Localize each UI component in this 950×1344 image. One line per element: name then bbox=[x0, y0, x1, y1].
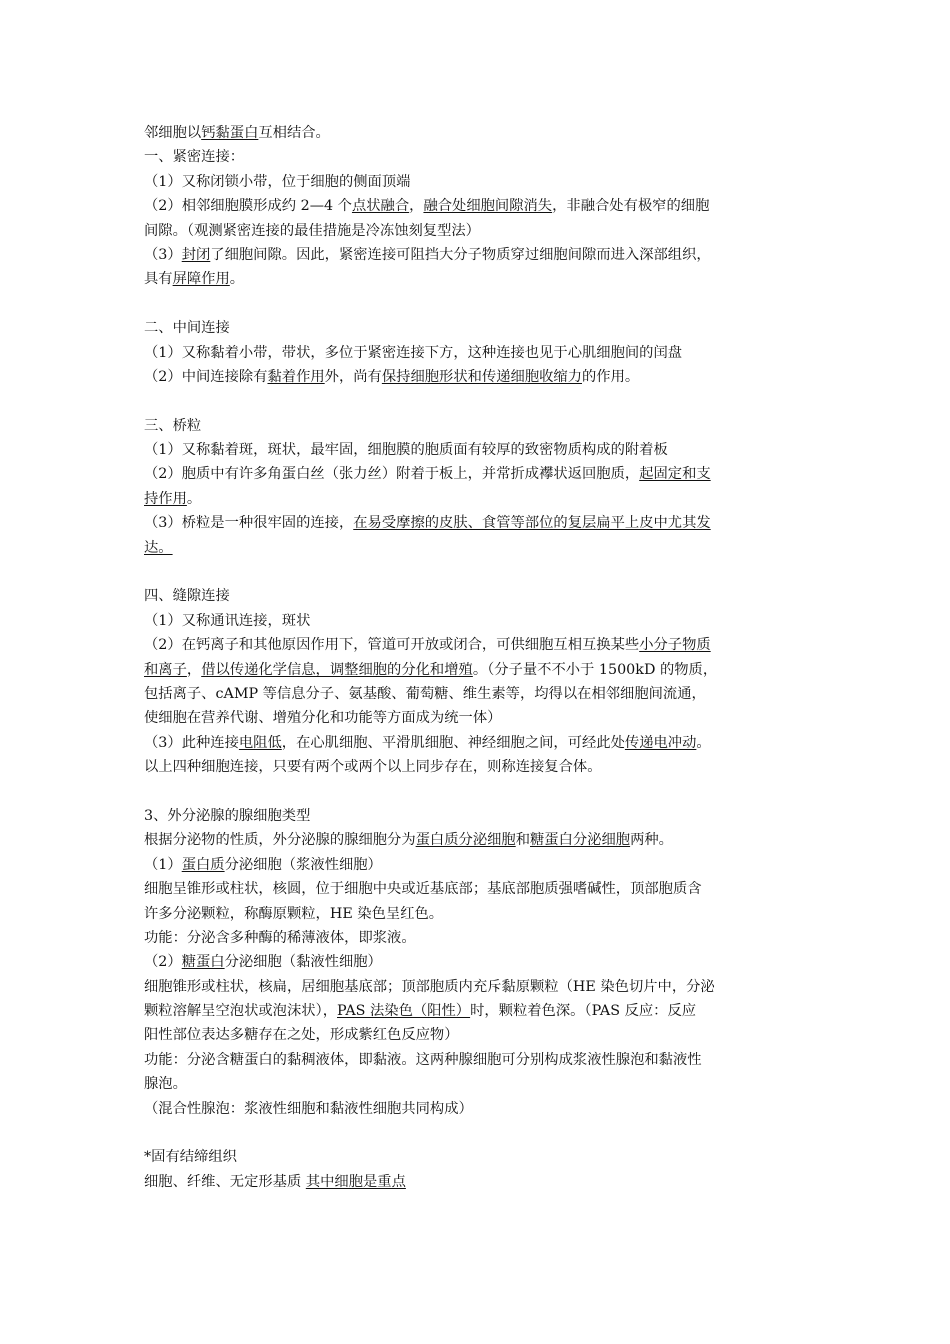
text-run: （1）又称黏着小带，带状，多位于紧密连接下方，这种连接也见于心肌细胞间的闰盘 bbox=[144, 344, 683, 361]
text-run: 具有 bbox=[144, 271, 173, 288]
text-run: 了细胞间隙。因此，紧密连接可阻挡大分子物质穿过细胞间隙而进入深部组织， bbox=[210, 246, 711, 263]
text-line bbox=[144, 706, 824, 730]
text-run: ， bbox=[409, 198, 424, 215]
text-run: 根据分泌物的性质，外分泌腺的腺细胞分为 bbox=[144, 832, 416, 849]
text-run: （2）在钙离子和其他原因作用下，管道可开放或闭合，可供细胞互相互换某些 bbox=[144, 637, 640, 654]
text-run: 使细胞在营养代谢、增殖分化和功能等方面成为统一体） bbox=[144, 710, 502, 727]
underlined-term: 和离子 bbox=[144, 661, 187, 678]
text-line bbox=[144, 1072, 824, 1096]
underlined-term: 糖蛋白 bbox=[181, 954, 225, 971]
text-run: ， bbox=[186, 661, 202, 678]
underlined-term: 钙黏蛋白 bbox=[201, 125, 259, 141]
text-run: 外，尚有 bbox=[324, 368, 382, 385]
text-line bbox=[144, 853, 824, 877]
text-run: 细胞呈锥形或柱状，核圆，位于细胞中央或近基底部；基底部胞质强嗜碱性，顶部胞质含 bbox=[144, 881, 702, 898]
text-run: 阳性部位表达多糖存在之处，形成紫红色反应物） bbox=[144, 1027, 459, 1044]
text-run: （2）胞质中有许多角蛋白丝（张力丝）附着于板上，并常折成襻状返回胞质， bbox=[144, 466, 640, 483]
text-line bbox=[144, 584, 824, 608]
text-line bbox=[144, 828, 824, 852]
text-run: *固有结缔组织 bbox=[144, 1149, 237, 1166]
text-line bbox=[144, 999, 824, 1023]
text-line bbox=[144, 365, 824, 389]
text-run: （3）桥粒是一种很牢固的连接， bbox=[144, 515, 354, 532]
text-run: （1）又称通讯连接，斑状 bbox=[144, 612, 311, 629]
text-line bbox=[144, 1023, 824, 1047]
text-run: ，在心肌细胞、平滑肌细胞、神经细胞之间，可经此处 bbox=[281, 734, 625, 751]
text-line bbox=[144, 462, 824, 486]
text-run: 许多分泌颗粒，称酶原颗粒，HE 染色呈红色。 bbox=[144, 905, 444, 922]
text-run: 3、外分泌腺的腺细胞类型 bbox=[144, 807, 311, 824]
text-line bbox=[144, 145, 824, 169]
text-run: 两种。 bbox=[630, 832, 673, 849]
text-line bbox=[144, 877, 824, 901]
text-run: 以上四种细胞连接，只要有两个或两个以上同步存在，则称连接复合体。 bbox=[144, 759, 602, 776]
underlined-term: 电阻低 bbox=[238, 734, 282, 751]
text-run: 间隙。（观测紧密连接的最佳措施是冷冻蚀刻复型法） bbox=[144, 222, 480, 239]
document-body bbox=[144, 121, 824, 1194]
text-line bbox=[144, 414, 824, 438]
underlined-term: 其中细胞是重点 bbox=[305, 1173, 406, 1190]
text-run: 细胞、纤维、无定形基质 bbox=[144, 1173, 306, 1190]
blank-line bbox=[144, 292, 824, 316]
text-line bbox=[144, 243, 824, 267]
underlined-term: 融合处细胞间隙消失 bbox=[423, 198, 553, 215]
text-line bbox=[144, 1170, 824, 1194]
text-line bbox=[144, 1145, 824, 1169]
underlined-term: 蛋白质分泌细胞 bbox=[415, 832, 516, 849]
blank-line bbox=[144, 1121, 824, 1145]
blank-line bbox=[144, 780, 824, 804]
underlined-term: 起固定和支 bbox=[639, 466, 711, 483]
underlined-term: 蛋白质 bbox=[181, 856, 225, 873]
text-run: （2）中间连接除有 bbox=[144, 368, 268, 385]
text-line bbox=[144, 170, 824, 194]
text-run: 分泌细胞（浆液性细胞） bbox=[224, 856, 382, 873]
underlined-term: 借以传递化学信息，调整细胞的分化和增殖 bbox=[201, 661, 473, 678]
underlined-term: 点状融合 bbox=[351, 198, 410, 215]
underlined-term: 达。 bbox=[144, 539, 173, 556]
text-run: 功能：分泌含糖蛋白的黏稠液体，即黏液。这两种腺细胞可分别构成浆液性腺泡和黏液性 bbox=[144, 1051, 702, 1068]
underlined-term: 黏着作用 bbox=[267, 368, 325, 385]
text-run: 一、紧密连接： bbox=[144, 149, 245, 166]
text-line bbox=[144, 633, 824, 657]
text-run: 四、缝隙连接 bbox=[144, 588, 230, 605]
text-line bbox=[144, 341, 824, 365]
underlined-term: 糖蛋白分泌细胞 bbox=[530, 832, 631, 849]
text-line bbox=[144, 804, 824, 828]
text-line bbox=[144, 267, 824, 291]
text-run: （2）相邻细胞膜形成约 2—4 个 bbox=[144, 198, 352, 215]
text-line bbox=[144, 511, 824, 535]
text-run: 细胞锥形或柱状，核扁，居细胞基底部；顶部胞质内充斥黏原颗粒（HE 染色切片中，分泌 bbox=[144, 978, 715, 995]
text-run: 邻细胞以 bbox=[144, 125, 202, 141]
text-run: （1）又称黏着斑，斑状，最牢固，细胞膜的胞质面有较厚的致密物质构成的附着板 bbox=[144, 442, 668, 459]
text-run: 时，颗粒着色深。（PAS 反应：反应 bbox=[470, 1003, 697, 1020]
text-run: （1） bbox=[144, 856, 182, 873]
text-run: （1）又称闭锁小带，位于细胞的侧面顶端 bbox=[144, 173, 411, 190]
text-line bbox=[144, 194, 824, 218]
text-run: 。 bbox=[186, 490, 202, 507]
text-run: 的作用。 bbox=[582, 368, 640, 385]
underlined-term: 屏障作用 bbox=[172, 271, 230, 288]
text-run: （3）此种连接 bbox=[144, 734, 239, 751]
text-run: （2） bbox=[144, 954, 182, 971]
text-run: 腺泡。 bbox=[144, 1076, 187, 1093]
text-run: 功能：分泌含多种酶的稀薄液体，即浆液。 bbox=[144, 929, 416, 946]
text-run: 。 bbox=[696, 734, 711, 751]
text-line bbox=[144, 731, 824, 755]
underlined-term: PAS 法染色（阳性） bbox=[337, 1003, 471, 1020]
text-run: （混合性腺泡：浆液性细胞和黏液性细胞共同构成） bbox=[144, 1100, 473, 1117]
text-run: 和 bbox=[515, 832, 531, 849]
text-line bbox=[144, 121, 824, 145]
blank-line bbox=[144, 389, 824, 413]
text-line bbox=[144, 1048, 824, 1072]
text-run: ，非融合处有极窄的细胞 bbox=[552, 198, 710, 215]
text-run: 分泌细胞（黏液性细胞） bbox=[224, 954, 382, 971]
text-line bbox=[144, 658, 824, 682]
text-line bbox=[144, 1097, 824, 1121]
text-run: 包括离子、cAMP 等信息分子、氨基酸、葡萄糖、维生素等，均得以在相邻细胞间流通， bbox=[144, 685, 706, 702]
text-line bbox=[144, 950, 824, 974]
text-run: 颗粒溶解呈空泡状或泡沫状）， bbox=[144, 1003, 338, 1020]
text-run: 三、桥粒 bbox=[144, 417, 202, 434]
underlined-term: 封闭 bbox=[181, 246, 211, 263]
text-line bbox=[144, 536, 824, 560]
text-line bbox=[144, 609, 824, 633]
text-run: 。（分子量不不小于 1500kD 的物质， bbox=[472, 661, 718, 678]
text-line bbox=[144, 755, 824, 779]
blank-line bbox=[144, 560, 824, 584]
text-line bbox=[144, 316, 824, 340]
text-run: 二、中间连接 bbox=[144, 320, 230, 337]
underlined-term: 持作用 bbox=[144, 490, 187, 507]
text-line bbox=[144, 975, 824, 999]
text-run: （3） bbox=[144, 246, 182, 263]
underlined-term: 保持细胞形状和传递细胞收缩力 bbox=[381, 368, 583, 385]
underlined-term: 小分子物质 bbox=[639, 637, 711, 654]
text-line bbox=[144, 438, 824, 462]
text-line bbox=[144, 682, 824, 706]
text-line bbox=[144, 902, 824, 926]
text-line bbox=[144, 219, 824, 243]
text-line bbox=[144, 487, 824, 511]
underlined-term: 在易受摩擦的皮肤、食管等部位的复层扁平上皮中尤其发 bbox=[353, 515, 711, 532]
text-run: 。 bbox=[229, 271, 245, 288]
text-line bbox=[144, 926, 824, 950]
underlined-term: 传递电冲动 bbox=[624, 734, 697, 751]
text-run: 互相结合。 bbox=[258, 125, 330, 141]
